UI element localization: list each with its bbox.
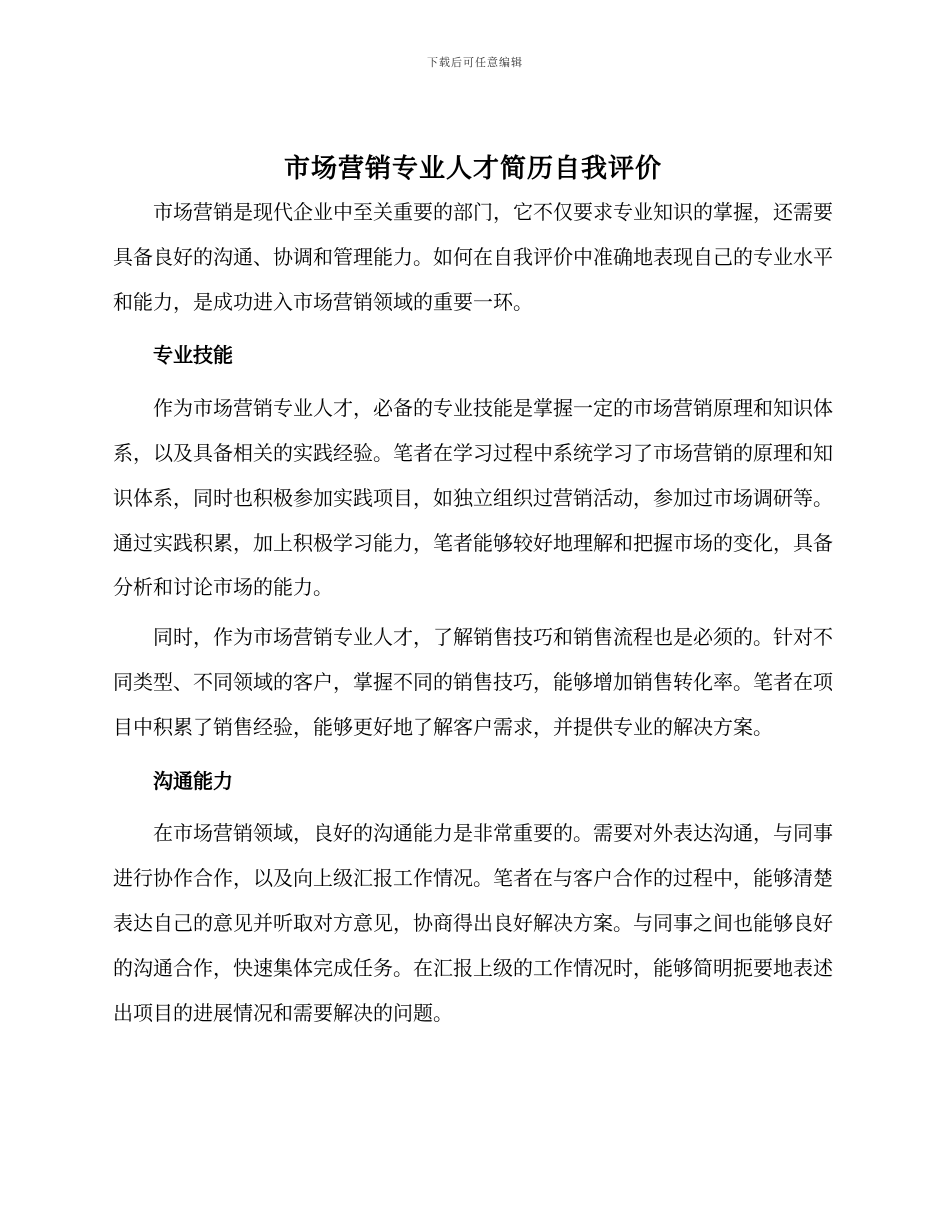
header-note: 下载后可任意编辑: [427, 56, 523, 69]
section-heading-professional-skills: 专业技能: [153, 343, 233, 368]
intro-paragraph: 市场营销是现代企业中至关重要的部门，它不仅要求专业知识的掌握，还需要具备良好的沟通、协调和管理能力。如何在自我评价中准确地表现自己的专业水平和能力，是成功进入市场营销领域的重要一环。: [113, 200, 833, 314]
professional-skills-paragraph-2: 同时，作为市场营销专业人才，了解销售技巧和销售流程也是必须的。针对不同类型、不同领域的客户，掌握不同的销售技巧，能够增加销售转化率。笔者在项目中积累了销售经验，能够更好地了解客户需求，并提供专业的解决方案。: [113, 625, 833, 739]
section-heading-communication: 沟通能力: [153, 768, 233, 793]
professional-skills-paragraph-1: 作为市场营销专业人才，必备的专业技能是掌握一定的市场营销原理和知识体系，以及具备相关的实践经验。笔者在学习过程中系统学习了市场营销的原理和知识体系，同时也积极参加实践项目，如独立组织过营销活动，参加过市场调研等。通过实践积累，加上积极学习能力，笔者能够较好地理解和把握市场的变化，具备分析和讨论市场的能力。: [113, 396, 833, 600]
document-body: [113, 148, 833, 1035]
communication-paragraph-1: 在市场营销领域，良好的沟通能力是非常重要的。需要对外表达沟通，与同事进行协作合作，以及向上级汇报工作情况。笔者在与客户合作的过程中，能够清楚表达自己的意见并听取对方意见，协商得出良好解决方案。与同事之间也能够良好的沟通合作，快速集体完成任务。在汇报上级的工作情况时，能够简明扼要地表述出项目的进展情况和需要解决的问题。: [113, 821, 833, 1025]
document-title: 市场营销专业人才简历自我评价: [283, 154, 662, 184]
